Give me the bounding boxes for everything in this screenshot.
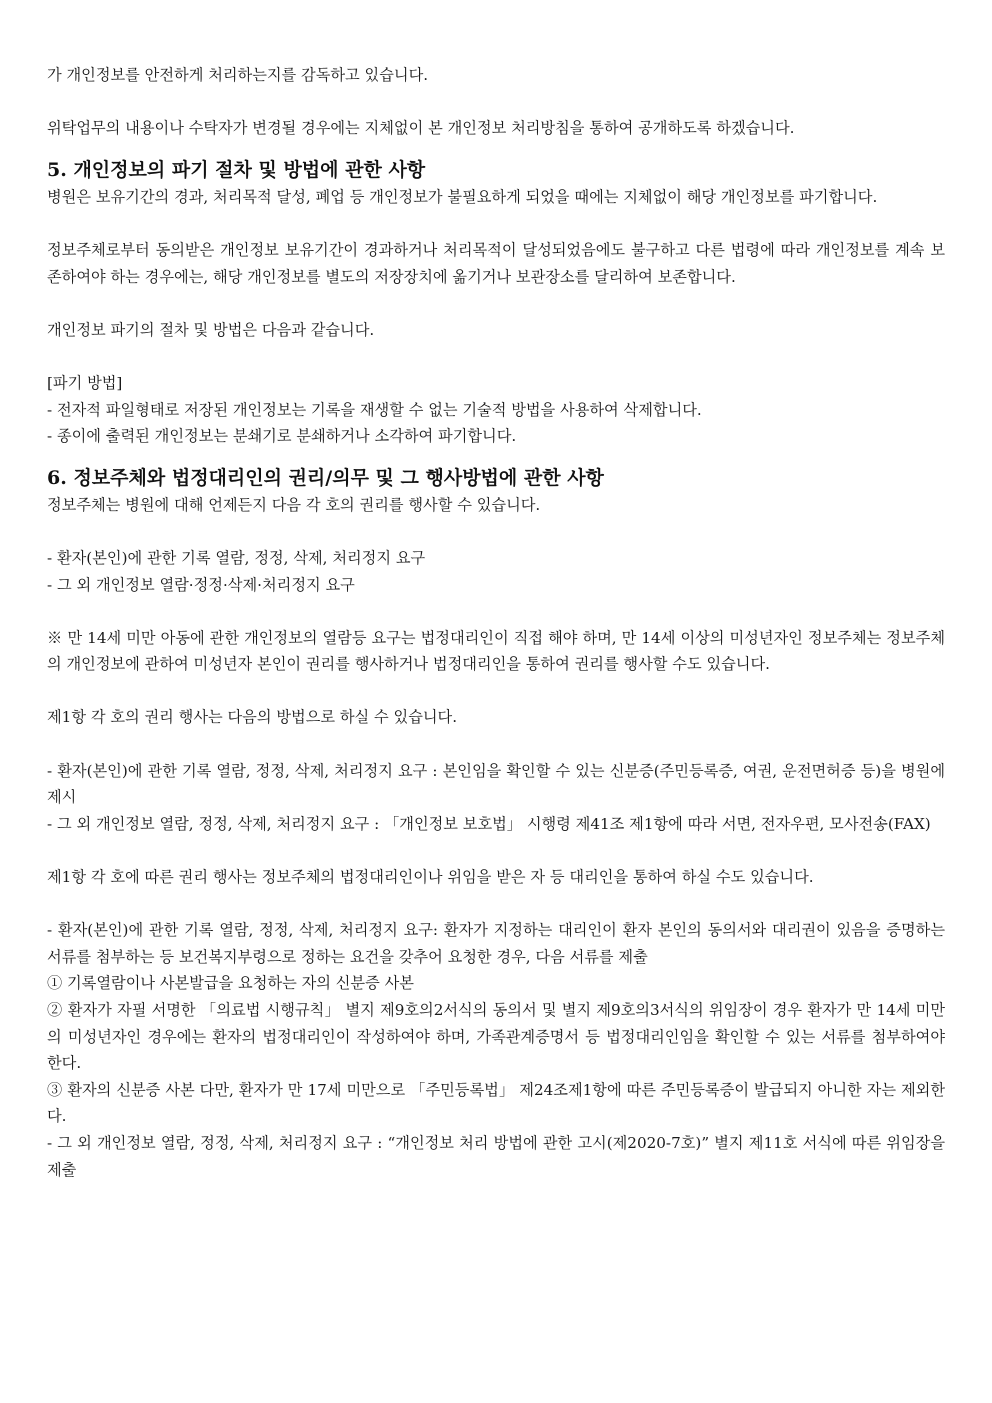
required-document-item: ③ 환자의 신분증 사본 다만, 환자가 만 17세 미만으로 「주민등록법」 제24조제1항에 따른 주민등록증이 발급되지 아니한 자는 제외한다.: [47, 1080, 945, 1126]
section-6-paragraph-3: 제1항 각 호에 따른 권리 행사는 정보주체의 법정대리인이나 위임을 받은 자 등 대리인을 통하여 하실 수도 있습니다.: [47, 868, 814, 887]
section-6-paragraph-2: 제1항 각 호의 권리 행사는 다음의 방법으로 하실 수 있습니다.: [47, 708, 458, 727]
exercise-method-item: - 환자(본인)에 관한 기록 열람, 정정, 삭제, 처리정지 요구 : 본인임을 확인할 수 있는 신분증(주민등록증, 여권, 운전면허증 등)을 병원에 제시: [47, 761, 945, 807]
proxy-request-item: - 환자(본인)에 관한 기록 열람, 정정, 삭제, 처리정지 요구: 환자가 지정하는 대리인이 환자 본인의 동의서와 대리권이 있음을 증명하는 서류를 첨부하는 등 보건복지부령으로 정하는 요건을 갖추어 요청한 경우, 다음 서류를 제출: [47, 921, 945, 966]
section-5-paragraph-2: 정보주체로부터 동의받은 개인정보 보유기간이 경과하거나 처리목적이 달성되었음에도 불구하고 다른 법령에 따라 개인정보를 계속 보존하여야 하는 경우에는, 해당 개인정보를 별도의 저장장치에 옮기거나 보관장소를 달리하여 보존합니다.: [47, 240, 945, 286]
destruction-method-item: - 전자적 파일형태로 저장된 개인정보는 기록을 재생할 수 없는 기술적 방법을 사용하여 삭제합니다.: [47, 400, 702, 419]
section-5-paragraph-1: 병원은 보유기간의 경과, 처리목적 달성, 폐업 등 개인정보가 불필요하게 되었을 때에는 지체없이 해당 개인정보를 파기합니다.: [47, 187, 878, 206]
paragraph-change-notice: 위탁업무의 내용이나 수탁자가 변경될 경우에는 지체없이 본 개인정보 처리방침을 통하여 공개하도록 하겠습니다.: [47, 119, 795, 138]
destruction-method-item: - 종이에 출력된 개인정보는 분쇄기로 분쇄하거나 소각하여 파기합니다.: [47, 427, 517, 446]
destruction-method-title: [파기 방법]: [47, 373, 123, 392]
rights-list-item: - 그 외 개인정보 열람·정정·삭제·처리정지 요구: [47, 575, 355, 594]
proxy-request-item: - 그 외 개인정보 열람, 정정, 삭제, 처리정지 요구 : “개인정보 처리 방법에 관한 고시(제2020-7호)” 별지 제11호 서식에 따른 위임장을 제출: [47, 1133, 945, 1179]
rights-list-item: - 환자(본인)에 관한 기록 열람, 정정, 삭제, 처리정지 요구: [47, 548, 426, 567]
minor-rights-note: ※ 만 14세 미만 아동에 관한 개인정보의 열람등 요구는 법정대리인이 직접 해야 하며, 만 14세 이상의 미성년자인 정보주체는 정보주체의 개인정보에 관하여 미성년자 본인이 권리를 행사하거나 법정대리인을 통하여 권리를 행사할 수도 있습니다.: [47, 628, 945, 674]
paragraph-intro-tail: 가 개인정보를 안전하게 처리하는지를 감독하고 있습니다.: [47, 66, 429, 84]
section-5-paragraph-3: 개인정보 파기의 절차 및 방법은 다음과 같습니다.: [47, 320, 375, 339]
required-document-item: ① 기록열람이나 사본발급을 요청하는 자의 신분증 사본: [47, 974, 414, 993]
document-page: [47, 62, 945, 1183]
exercise-method-item: - 그 외 개인정보 열람, 정정, 삭제, 처리정지 요구 : 「개인정보 보호법」 시행령 제41조 제1항에 따라 서면, 전자우편, 모사전송(FAX): [47, 814, 931, 833]
section-5-heading: 5. 개인정보의 파기 절차 및 방법에 관한 사항: [47, 158, 426, 181]
section-6-heading: 6. 정보주체와 법정대리인의 권리/의무 및 그 행사방법에 관한 사항: [47, 466, 604, 489]
section-6-paragraph-1: 정보주체는 병원에 대해 언제든지 다음 각 호의 권리를 행사할 수 있습니다.: [47, 495, 541, 514]
required-document-item: ② 환자가 자필 서명한 「의료법 시행규칙」 별지 제9호의2서식의 동의서 및 별지 제9호의3서식의 위임장이 경우 환자가 만 14세 미만의 미성년자인 경우에는 환자의 법정대리인이 작성하여야 하며, 가족관계증명서 등 법정대리인임을 확인할 수 있는 서류를 첨부하여야 한다.: [47, 1001, 945, 1073]
